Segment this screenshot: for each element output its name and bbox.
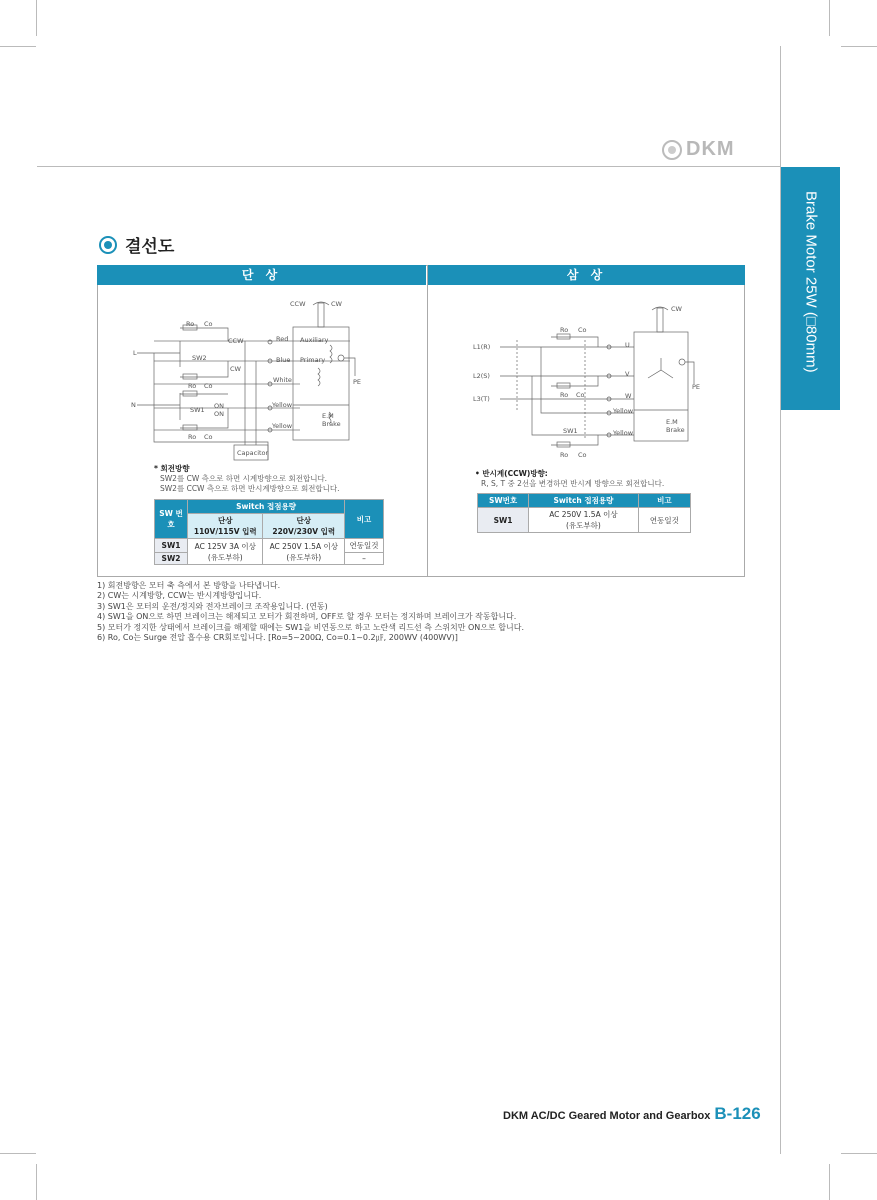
svg-text:Co: Co — [578, 326, 587, 334]
svg-text:W: W — [625, 392, 632, 400]
svg-text:CW: CW — [671, 305, 682, 313]
col-110v: 단상 110V/115V 입력 — [188, 514, 263, 539]
single-phase-diagram — [131, 300, 361, 460]
svg-text:ON: ON — [214, 410, 224, 418]
note-line: SW2를 CCW 측으로 하면 반시계방향으로 회전합니다. — [160, 484, 340, 493]
svg-text:Yellow: Yellow — [613, 407, 634, 415]
svg-text:Ro: Ro — [560, 391, 569, 399]
svg-text:E.M: E.M — [322, 412, 334, 420]
svg-text:N: N — [131, 401, 136, 409]
table-row: SW1 AC 250V 1.5A 이상 (유도부하) 연동일것 — [478, 508, 691, 533]
resistor — [183, 425, 197, 430]
svg-text:Co: Co — [204, 433, 213, 441]
svg-text:Red: Red — [276, 335, 289, 343]
svg-text:V: V — [625, 370, 630, 378]
svg-text:L: L — [133, 349, 137, 357]
footnote: 1) 회전방향은 모터 축 측에서 본 방향을 나타냅니다. — [97, 581, 281, 590]
svg-text:CW: CW — [331, 300, 342, 308]
note-line: R, S, T 중 2선을 변경하면 반시계 방향으로 회전합니다. — [481, 479, 665, 488]
svg-text:Co: Co — [578, 451, 587, 459]
col-note: 비고 — [638, 494, 690, 508]
cap-110v: AC 125V 3A 이상 (유도부하) — [188, 539, 263, 565]
note-title: * 회전방향 — [154, 464, 190, 473]
svg-text:ON: ON — [214, 402, 224, 410]
single-phase-switch-table — [154, 499, 384, 565]
svg-text:SW2: SW2 — [192, 354, 207, 362]
table-row: SW2 – — [155, 553, 384, 565]
col-switch: Switch 접점용량 — [529, 494, 639, 508]
svg-text:White: White — [273, 376, 292, 384]
section-title-text: 결선도 — [125, 237, 175, 257]
single-phase-header: 단 상 — [97, 265, 426, 285]
single-phase-note — [154, 464, 340, 494]
svg-text:Brake: Brake — [666, 426, 685, 434]
svg-text:Yellow: Yellow — [613, 429, 634, 437]
cap-220v: AC 250V 1.5A 이상 (유도부하) — [263, 539, 345, 565]
svg-text:PE: PE — [692, 383, 701, 391]
three-phase-diagram — [473, 305, 700, 459]
col-switch: Switch 접점용량 — [188, 500, 345, 514]
three-phase-note — [475, 469, 664, 489]
resistor — [183, 391, 197, 396]
motor-shaft — [657, 308, 663, 332]
svg-text:Capacitor: Capacitor — [237, 449, 269, 457]
svg-text:L1(R): L1(R) — [473, 343, 491, 351]
svg-text:Yellow: Yellow — [272, 401, 293, 409]
svg-text:Ro: Ro — [560, 451, 569, 459]
svg-text:Blue: Blue — [276, 356, 291, 364]
svg-text:Primary: Primary — [300, 356, 326, 364]
svg-text:U: U — [625, 341, 630, 349]
col-sw: SW번호 — [478, 494, 529, 508]
svg-text:E.M: E.M — [666, 418, 678, 426]
svg-text:PE: PE — [353, 378, 362, 386]
note-line: SW2를 CW 측으로 하면 시계방향으로 회전합니다. — [160, 474, 328, 483]
svg-text:Ro: Ro — [188, 382, 197, 390]
svg-text:Co: Co — [204, 382, 213, 390]
svg-text:CW: CW — [230, 365, 241, 373]
svg-text:CCW: CCW — [228, 337, 244, 345]
crop-mark — [0, 1153, 36, 1154]
crop-mark — [829, 1164, 830, 1200]
svg-text:Ro: Ro — [560, 326, 569, 334]
page-footer — [503, 1104, 761, 1124]
crop-mark — [36, 1164, 37, 1200]
side-tab-label: Brake Motor 25W (□80mm) — [802, 191, 819, 373]
svg-text:L3(T): L3(T) — [473, 395, 490, 403]
svg-text:CCW: CCW — [290, 300, 306, 308]
col-sw: SW 번호 — [155, 500, 188, 539]
svg-text:SW1: SW1 — [190, 406, 205, 414]
page-number: B-126 — [714, 1104, 761, 1123]
three-phase-switch-table — [477, 493, 691, 533]
col-220v: 단상 220V/230V 입력 — [263, 514, 345, 539]
footnote: 4) SW1을 ON으로 하면 브레이크는 해제되고 모터가 회전하며, OFF로 할 경우 모터는 정지하며 브레이크가 작동합니다. — [97, 612, 517, 622]
footer-title: DKM AC/DC Geared Motor and Gearbox — [503, 1110, 711, 1122]
rotation-arrow-icon — [652, 307, 668, 310]
logo-text: DKM — [686, 138, 735, 160]
svg-text:L2(S): L2(S) — [473, 372, 490, 380]
note-title: • 반시계(CCW)방향: — [475, 469, 548, 478]
footnote: 3) SW1은 모터의 운전/정지와 전자브레이크 조작용입니다. (연동) — [97, 601, 328, 611]
svg-text:Brake: Brake — [322, 420, 341, 428]
motor-shaft — [318, 303, 324, 327]
svg-text:Yellow: Yellow — [272, 422, 293, 430]
rotation-arrow-icon — [313, 302, 329, 305]
table-row: SW1 AC 125V 3A 이상 (유도부하) AC 250V 1.5A 이상 (유도부하) 연동일것 — [155, 539, 384, 553]
svg-text:Auxiliary: Auxiliary — [300, 336, 329, 344]
footnote: 2) CW는 시계방향, CCW는 반시계방향입니다. — [97, 591, 262, 601]
svg-text:Co: Co — [576, 391, 585, 399]
three-phase-header: 삼 상 — [428, 265, 745, 285]
svg-text:Ro: Ro — [188, 433, 197, 441]
resistor — [183, 374, 197, 379]
svg-text:SW1: SW1 — [563, 427, 578, 435]
cap: AC 250V 1.5A 이상 (유도부하) — [529, 508, 639, 533]
footnote: 6) Ro, Co는 Surge 전압 흡수용 CR회로입니다. [Ro=5~200Ω, Co=0.1~0.2㎌, 200WV (400WV)] — [97, 633, 458, 643]
footnotes — [97, 581, 524, 643]
footnote: 5) 모터가 정지한 상태에서 브레이크를 해제할 때에는 SW1을 비연동으로 하고 노란색 리드선 측 스위치만 ON으로 합니다. — [97, 622, 525, 632]
motor-body — [634, 332, 688, 441]
svg-text:Ro: Ro — [186, 320, 195, 328]
svg-text:Co: Co — [204, 320, 213, 328]
col-note: 비고 — [345, 500, 384, 539]
crop-mark — [841, 1153, 877, 1154]
